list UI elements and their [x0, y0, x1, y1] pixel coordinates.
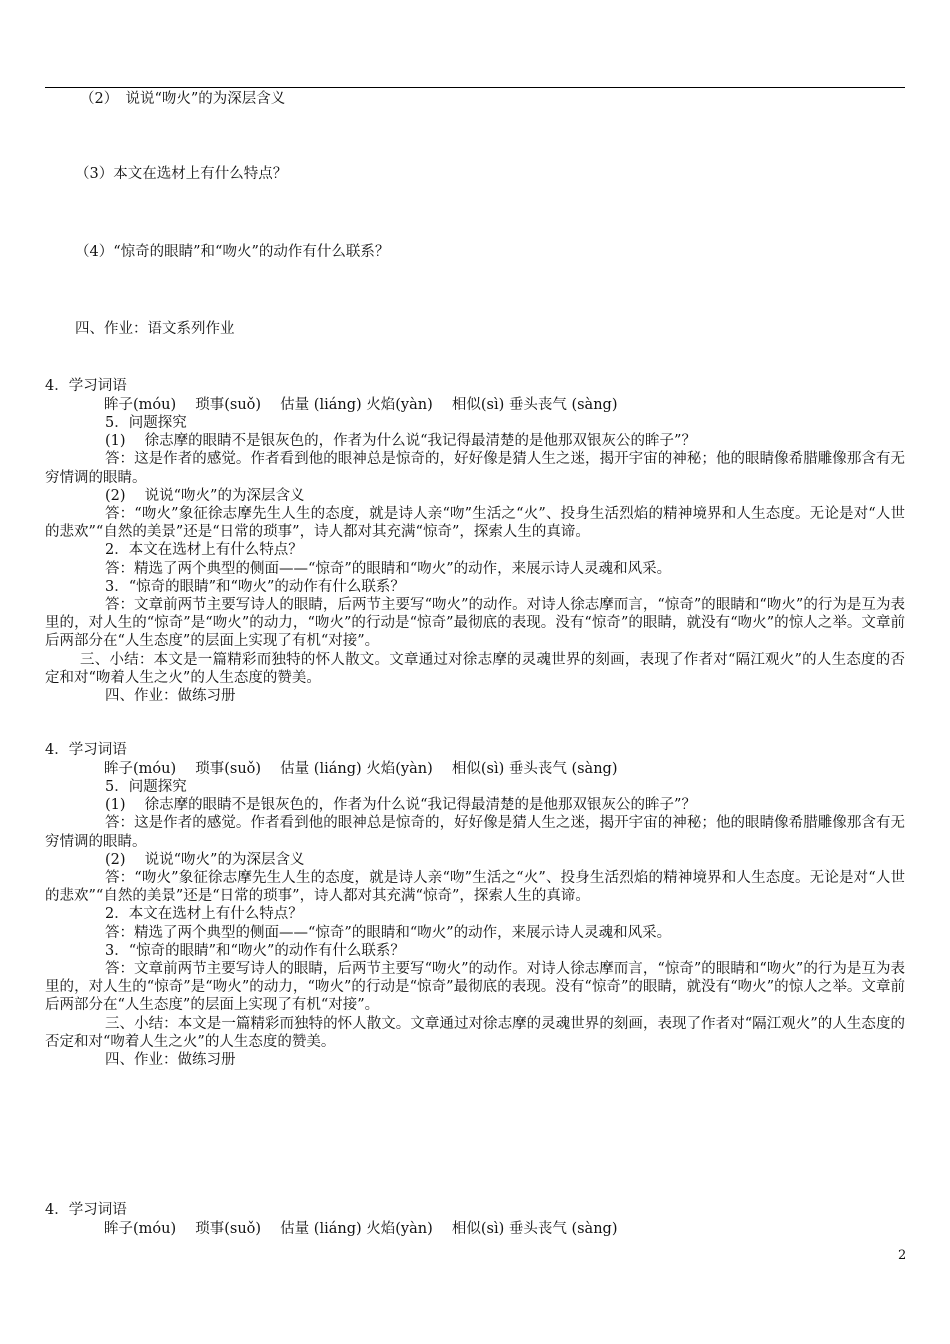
explore-answer-2: 答：“吻火”象征徐志摩先生人生的态度，就是诗人亲“吻”生活之“火”、投身生活烈焰的精神境界和人生态度。无论是对“人世的悲欢”“自然的美景”还是“日常的琐事”，诗人都对其充满“惊奇”，探索人生的真谛。: [45, 506, 905, 541]
explore-question-4: 3．“惊奇的眼睛”和“吻火”的动作有什么联系？: [105, 578, 405, 595]
explore-title: 5．问题探究: [105, 779, 187, 795]
explore-answer-3: 答：精选了两个典型的侧面——“惊奇”的眼睛和“吻火”的动作，来展示诗人灵魂和风采。: [105, 560, 672, 577]
question-4: （4）“惊奇的眼睛”和“吻火”的动作有什么联系？: [75, 244, 390, 260]
explore-question-1: (1) 徐志摩的眼睛不是银灰色的，作者为什么说“我记得最清楚的是他那双银灰公的眸子”？: [105, 433, 696, 450]
section-heading: 4．学习词语: [45, 1202, 127, 1218]
explore-answer-2: 答：“吻火”象征徐志摩先生人生的态度，就是诗人亲“吻”生活之“火”、投身生活烈焰的精神境界和人生态度。无论是对“人世的悲欢”“自然的美景”还是“日常的琐事”，诗人都对其充满“惊奇”，探索人生的真谛。: [45, 870, 905, 905]
explore-question-3: 2．本文在选材上有什么特点？: [105, 542, 303, 559]
explore-question-2: (2) 说说“吻火”的为深层含义: [105, 851, 305, 868]
summary: 三、小结：本文是一篇精彩而独特的怀人散文。文章通过对徐志摩的灵魂世界的刻画，表现了作者对“隔江观火”的人生态度的否定和对“吻着人生之火”的人生态度的赞美。: [45, 651, 905, 686]
homework-line: 四、作业：语文系列作业: [75, 321, 235, 337]
explore-question-4: 3．“惊奇的眼睛”和“吻火”的动作有什么联系？: [105, 942, 405, 959]
explore-block: [45, 778, 905, 1069]
section-heading: 4．学习词语: [45, 742, 127, 758]
explore-answer-1: 答：这是作者的感觉。作者看到他的眼神总是惊奇的，好好像是猜人生之迷，揭开宇宙的神秘；他的眼睛像希腊雕像那含有无穷情调的眼睛。: [45, 451, 905, 486]
explore-block: [45, 414, 905, 705]
section-heading: 4．学习词语: [45, 378, 127, 394]
explore-answer-3: 答：精选了两个典型的侧面——“惊奇”的眼睛和“吻火”的动作，来展示诗人灵魂和风采。: [105, 924, 672, 941]
explore-answer-4: 答：文章前两节主要写诗人的眼睛，后两节主要写“吻火”的动作。对诗人徐志摩而言，“惊奇”的眼睛和“吻火”的行为是互为表里的，对人生的“惊奇”是“吻火”的动力，“吻火”的行动是“惊奇”最彻底的表现。没有“惊奇”的眼睛，就没有“吻火”的惊人之举。文章前后两部分在“人生态度”的层面上实现了有机“对接”。: [45, 597, 905, 650]
summary: 三、小结：本文是一篇精彩而独特的怀人散文。文章通过对徐志摩的灵魂世界的刻画，表现了作者对“隔江观火”的人生态度的否定和对“吻着人生之火”的人生态度的赞美。: [45, 1015, 905, 1050]
vocab-line: 眸子(móu) 琐事(suǒ) 估量 (liáng) 火焰(yàn) 相似(sì) 垂头丧气 (sàng): [104, 1221, 618, 1237]
explore-question-3: 2．本文在选材上有什么特点？: [105, 906, 303, 923]
explore-answer-1: 答：这是作者的感觉。作者看到他的眼神总是惊奇的，好好像是猜人生之迷，揭开宇宙的神秘；他的眼睛像希腊雕像那含有无穷情调的眼睛。: [45, 815, 905, 850]
header-rule: [45, 87, 905, 88]
homework: 四、作业：做练习册: [105, 688, 236, 705]
explore-question-2: (2) 说说“吻火”的为深层含义: [105, 487, 305, 504]
question-2: （2） 说说“吻火”的为深层含义: [80, 91, 286, 107]
explore-question-1: (1) 徐志摩的眼睛不是银灰色的，作者为什么说“我记得最清楚的是他那双银灰公的眸子”？: [105, 797, 696, 814]
homework: 四、作业：做练习册: [105, 1052, 236, 1069]
vocab-line: 眸子(móu) 琐事(suǒ) 估量 (liáng) 火焰(yàn) 相似(sì) 垂头丧气 (sàng): [104, 761, 618, 777]
vocab-line: 眸子(móu) 琐事(suǒ) 估量 (liáng) 火焰(yàn) 相似(sì) 垂头丧气 (sàng): [104, 397, 618, 413]
explore-answer-4: 答：文章前两节主要写诗人的眼睛，后两节主要写“吻火”的动作。对诗人徐志摩而言，“惊奇”的眼睛和“吻火”的行为是互为表里的，对人生的“惊奇”是“吻火”的动力，“吻火”的行动是“惊奇”最彻底的表现。没有“惊奇”的眼睛，就没有“吻火”的惊人之举。文章前后两部分在“人生态度”的层面上实现了有机“对接”。: [45, 961, 905, 1014]
explore-title: 5．问题探究: [105, 415, 187, 431]
question-3: （3）本文在选材上有什么特点？: [75, 166, 288, 182]
page-number: 2: [898, 1248, 907, 1263]
